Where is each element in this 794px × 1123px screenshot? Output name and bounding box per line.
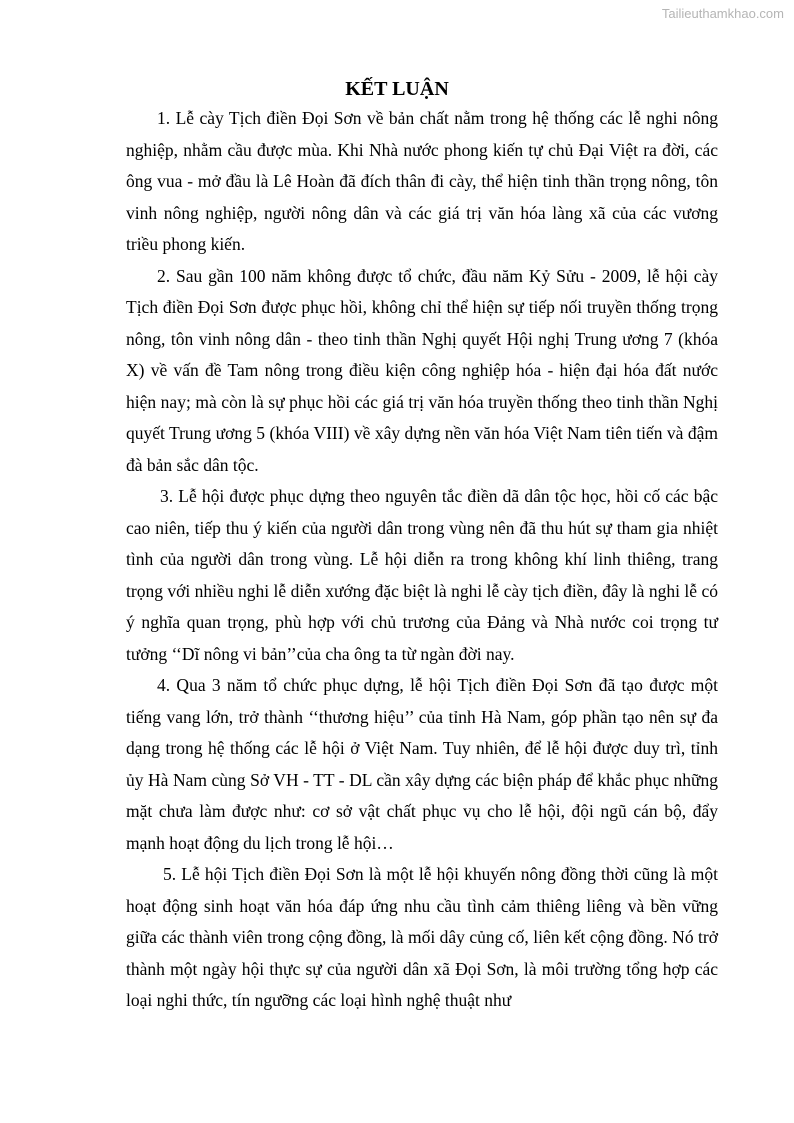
paragraph-3: 3. Lễ hội được phục dựng theo nguyên tắc điền dã dân tộc học, hồi cố các bậc cao niên, tiếp thu ý kiến của người dân trong vùng nên đã thu hút sự tham gia nhiệt tình của người dân trong vùng. Lễ hội diễn ra trong không khí linh thiêng, trang trọng với nhiều nghi lễ diễn xướng đặc biệt là nghi lễ cày tịch điền, đây là nghi lễ có ý nghĩa quan trọng, phù hợp với chủ trương của Đảng và Nhà nước coi trọng tư tưởng ‘‘Dĩ nông vi bản’’của cha ông ta từ ngàn đời nay. — [126, 486, 718, 664]
paragraph-1: 1. Lễ cày Tịch điền Đọi Sơn về bản chất nằm trong hệ thống các lễ nghi nông nghiệp, nhằm cầu được mùa. Khi Nhà nước phong kiến tự chủ Đại Việt ra đời, các ông vua - mở đầu là Lê Hoàn đã đích thân đi cày, thể hiện tinh thần trọng nông, tôn vinh nông nghiệp, người nông dân và các giá trị văn hóa làng xã của các vương triều phong kiến. — [126, 108, 718, 254]
document-body — [126, 103, 718, 1017]
paragraph-2: 2. Sau gần 100 năm không được tổ chức, đầu năm Kỷ Sửu - 2009, lễ hội cày Tịch điền Đọi Sơn được phục hồi, không chỉ thể hiện sự tiếp nối truyền thống trọng nông, tôn vinh nông dân - theo tinh thần Nghị quyết Hội nghị Trung ương 7 (khóa X) về vấn đề Tam nông trong điều kiện công nghiệp hóa - hiện đại hóa đất nước hiện nay; mà còn là sự phục hồi các giá trị văn hóa truyền thống theo tinh thần Nghị quyết Trung ương 5 (khóa VIII) về xây dựng nền văn hóa Việt Nam tiên tiến và đậm đà bản sắc dân tộc. — [126, 265, 718, 475]
paragraph-5: 5. Lễ hội Tịch điền Đọi Sơn là một lễ hội khuyến nông đồng thời cũng là một hoạt động sinh hoạt văn hóa đáp ứng nhu cầu tình cảm thiêng liêng và bền vững giữa các thành viên trong cộng đồng, là mối dây củng cố, liên kết cộng đồng. Nó trở thành một ngày hội thực sự của người dân xã Đọi Sơn, là môi trường tổng hợp các loại nghi thức, tín ngưỡng các loại hình nghệ thuật như — [126, 864, 718, 1010]
watermark: Tailieuthamkhao.com — [661, 6, 784, 21]
paragraph-4: 4. Qua 3 năm tổ chức phục dựng, lễ hội Tịch điền Đọi Sơn đã tạo được một tiếng vang lớn, trở thành ‘‘thương hiệu’’ của tỉnh Hà Nam, góp phần tạo nên sự đa dạng trong hệ thống các lễ hội ở Việt Nam. Tuy nhiên, để lễ hội được duy trì, tỉnh ủy Hà Nam cùng Sở VH - TT - DL cần xây dựng các biện pháp để khắc phục những mặt chưa làm được như: cơ sở vật chất phục vụ cho lễ hội, đội ngũ cán bộ, đẩy mạnh hoạt động du lịch trong lễ hội… — [126, 675, 718, 853]
page-title: KẾT LUẬN — [345, 78, 449, 100]
